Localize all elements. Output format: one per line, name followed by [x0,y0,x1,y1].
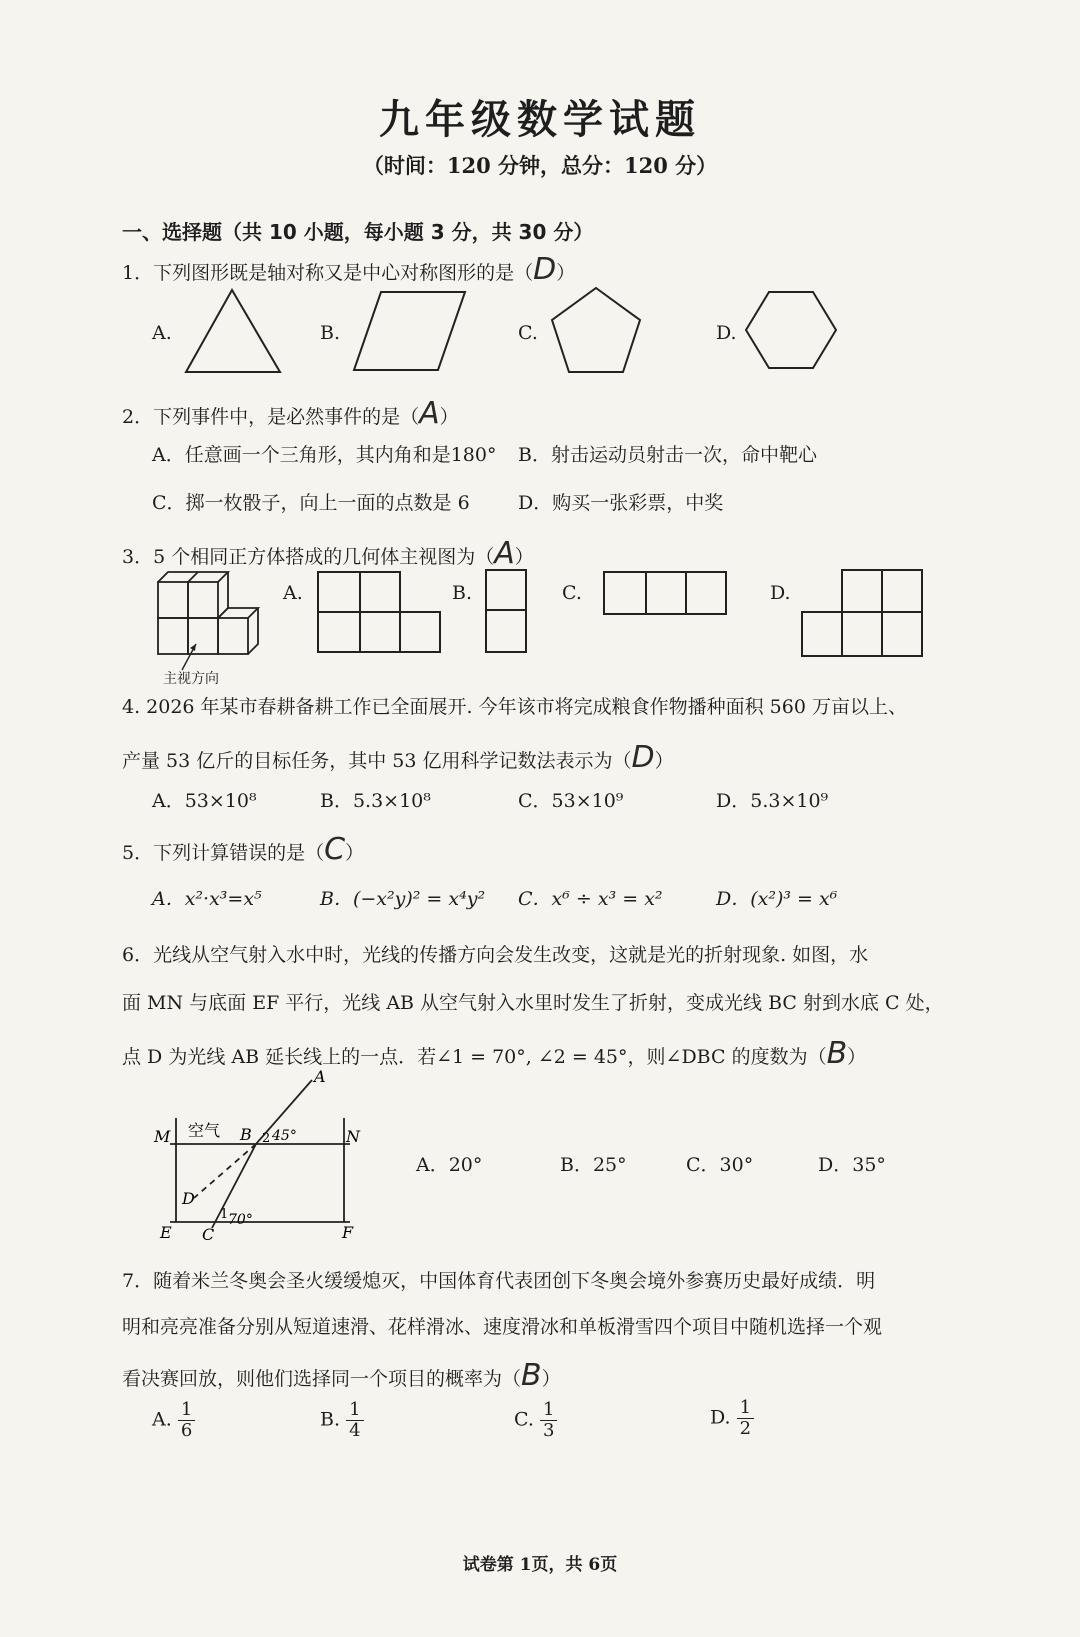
exam-subtitle: （时间：120 分钟，总分：120 分） [362,153,718,178]
question-7-answer: B [521,1358,542,1393]
angle-2-label: 2 [262,1131,271,1146]
question-4-answer: D [631,740,655,775]
q2-option-a: A．任意画一个三角形，其内角和是180° [152,444,497,466]
q1-option-d-label: D. [716,322,737,344]
label-b: B [240,1125,252,1144]
question-7-line1: 7．随着米兰冬奥会圣火缓缓熄灭，中国体育代表团创下冬奥会境外参赛历史最好成绩．明 [122,1270,876,1292]
fraction: $\frac{1}{4}$ [346,1400,363,1441]
question-3: 3．5 个相同正方体搭成的几何体主视图为（A） [122,536,534,571]
question-5: 5．下列计算错误的是（C） [122,832,365,867]
refraction-figure [140,1068,400,1248]
view-option-a [318,572,440,652]
q4-option-c: C．53×10⁹ [518,790,624,812]
hw-angle2-note: 45° [272,1128,297,1144]
q1-option-a-label: A. [152,322,172,344]
q5-option-b: B．(−x²y)² = x⁴y² [320,888,486,910]
question-6-line3: 点 D 为光线 AB 延长线上的一点．若∠1 = 70°, ∠2 = 45°，则∠DBC 的度数为（B） [122,1036,867,1071]
question-1: 1．下列图形既是轴对称又是中心对称图形的是（D） [122,252,576,287]
q4-option-b: B．5.3×10⁸ [320,790,431,812]
q3-option-b-label: B. [452,582,473,604]
q7-option-b: B. $\frac{1}{4}$ [320,1400,364,1441]
question-1-text: 1．下列图形既是轴对称又是中心对称图形的是（ [122,262,534,284]
q7-option-d: D. $\frac{1}{2}$ [710,1398,754,1439]
question-1-answer: D [533,252,557,287]
question-6-answer: B [826,1036,848,1071]
triangle-shape [186,290,280,372]
label-n: N [346,1127,360,1146]
parallelogram-shape [354,292,465,370]
fraction: $\frac{1}{6}$ [178,1400,195,1441]
question-2: 2．下列事件中，是必然事件的是（A） [122,396,459,431]
page-footer: 试卷第 1页，共 6页 [462,1555,618,1575]
question-2-text: 2．下列事件中，是必然事件的是（ [122,406,420,428]
pentagon-shape [552,288,640,372]
question-6-line1: 6．光线从空气射入水中时，光线的传播方向会发生改变，这就是光的折射现象. 如图，水 [122,944,869,966]
view-direction-label: 主视方向 [163,671,219,687]
q6-option-b: B．25° [560,1154,627,1176]
section-heading: 一、选择题（共 10 小题，每小题 3 分，共 30 分） [122,220,594,244]
extension-bd [194,1144,256,1198]
q1-option-b-label: B. [320,322,341,344]
q1-shapes [0,280,1080,390]
question-3-text: 3．5 个相同正方体搭成的几何体主视图为（ [122,546,495,568]
question-5-text: 5．下列计算错误的是（ [122,842,325,864]
view-option-b [486,570,526,652]
q4-option-a: A．53×10⁸ [152,790,257,812]
question-4-line2: 产量 53 亿斤的目标任务，其中 53 亿用科学记数法表示为（D） [122,740,674,775]
q4-option-d: D．5.3×10⁹ [716,790,829,812]
q2-option-c: C．掷一枚骰子，向上一面的点数是 6 [152,492,470,514]
label-c: C [202,1225,215,1244]
question-3-answer: A [494,536,515,571]
hw-angle1-note: 70° [228,1212,253,1228]
label-d: D [182,1189,195,1208]
question-7-line3: 看决赛回放，则他们选择同一个项目的概率为（B） [122,1358,561,1393]
q7-option-a: A. $\frac{1}{6}$ [152,1400,195,1441]
q6-option-a: A．20° [416,1154,483,1176]
q5-option-a: A．x²·x³=x⁵ [152,888,262,910]
q3-figures [0,560,1080,690]
question-4-line1: 4. 2026 年某市春耕备耕工作已全面展开. 今年该市将完成粮食作物播种面积 560 万亩以上、 [122,696,907,718]
view-option-c [604,572,726,614]
q2-option-b: B．射击运动员射击一次，命中靶心 [518,444,817,466]
label-m: M [154,1127,171,1146]
q6-option-c: C．30° [686,1154,754,1176]
label-a: A [314,1068,326,1086]
q5-option-c: C．x⁶ ÷ x³ = x² [518,888,663,910]
label-e: E [160,1223,172,1242]
angle-1-label: 1 [220,1207,229,1222]
cube-stack-figure [158,572,258,654]
exam-title: 九年级数学试题 [379,96,701,143]
hexagon-shape [746,292,836,368]
question-7-line2: 明和亮亮准备分别从短道速滑、花样滑冰、速度滑冰和单板滑雪四个项目中随机选择一个观 [122,1316,883,1338]
q7-option-c: C. $\frac{1}{3}$ [514,1400,557,1441]
q5-option-d: D．(x²)³ = x⁶ [716,888,838,910]
question-5-answer: C [324,832,346,867]
question-6-line2: 面 MN 与底面 EF 平行，光线 AB 从空气射入水里时发生了折射，变成光线 BC 射到水底 C 处， [122,992,944,1014]
fraction: $\frac{1}{2}$ [737,1398,754,1439]
q3-option-a-label: A. [283,582,303,604]
q6-option-d: D．35° [818,1154,886,1176]
view-option-d [802,570,922,656]
q2-option-d: D．购买一张彩票，中奖 [518,492,724,514]
q3-option-d-label: D. [770,582,791,604]
question-2-answer: A [419,396,440,431]
label-f: F [342,1223,354,1242]
q1-option-c-label: C. [518,322,538,344]
q3-option-c-label: C. [562,582,582,604]
air-label: 空气 [188,1121,221,1140]
fraction: $\frac{1}{3}$ [540,1400,557,1441]
